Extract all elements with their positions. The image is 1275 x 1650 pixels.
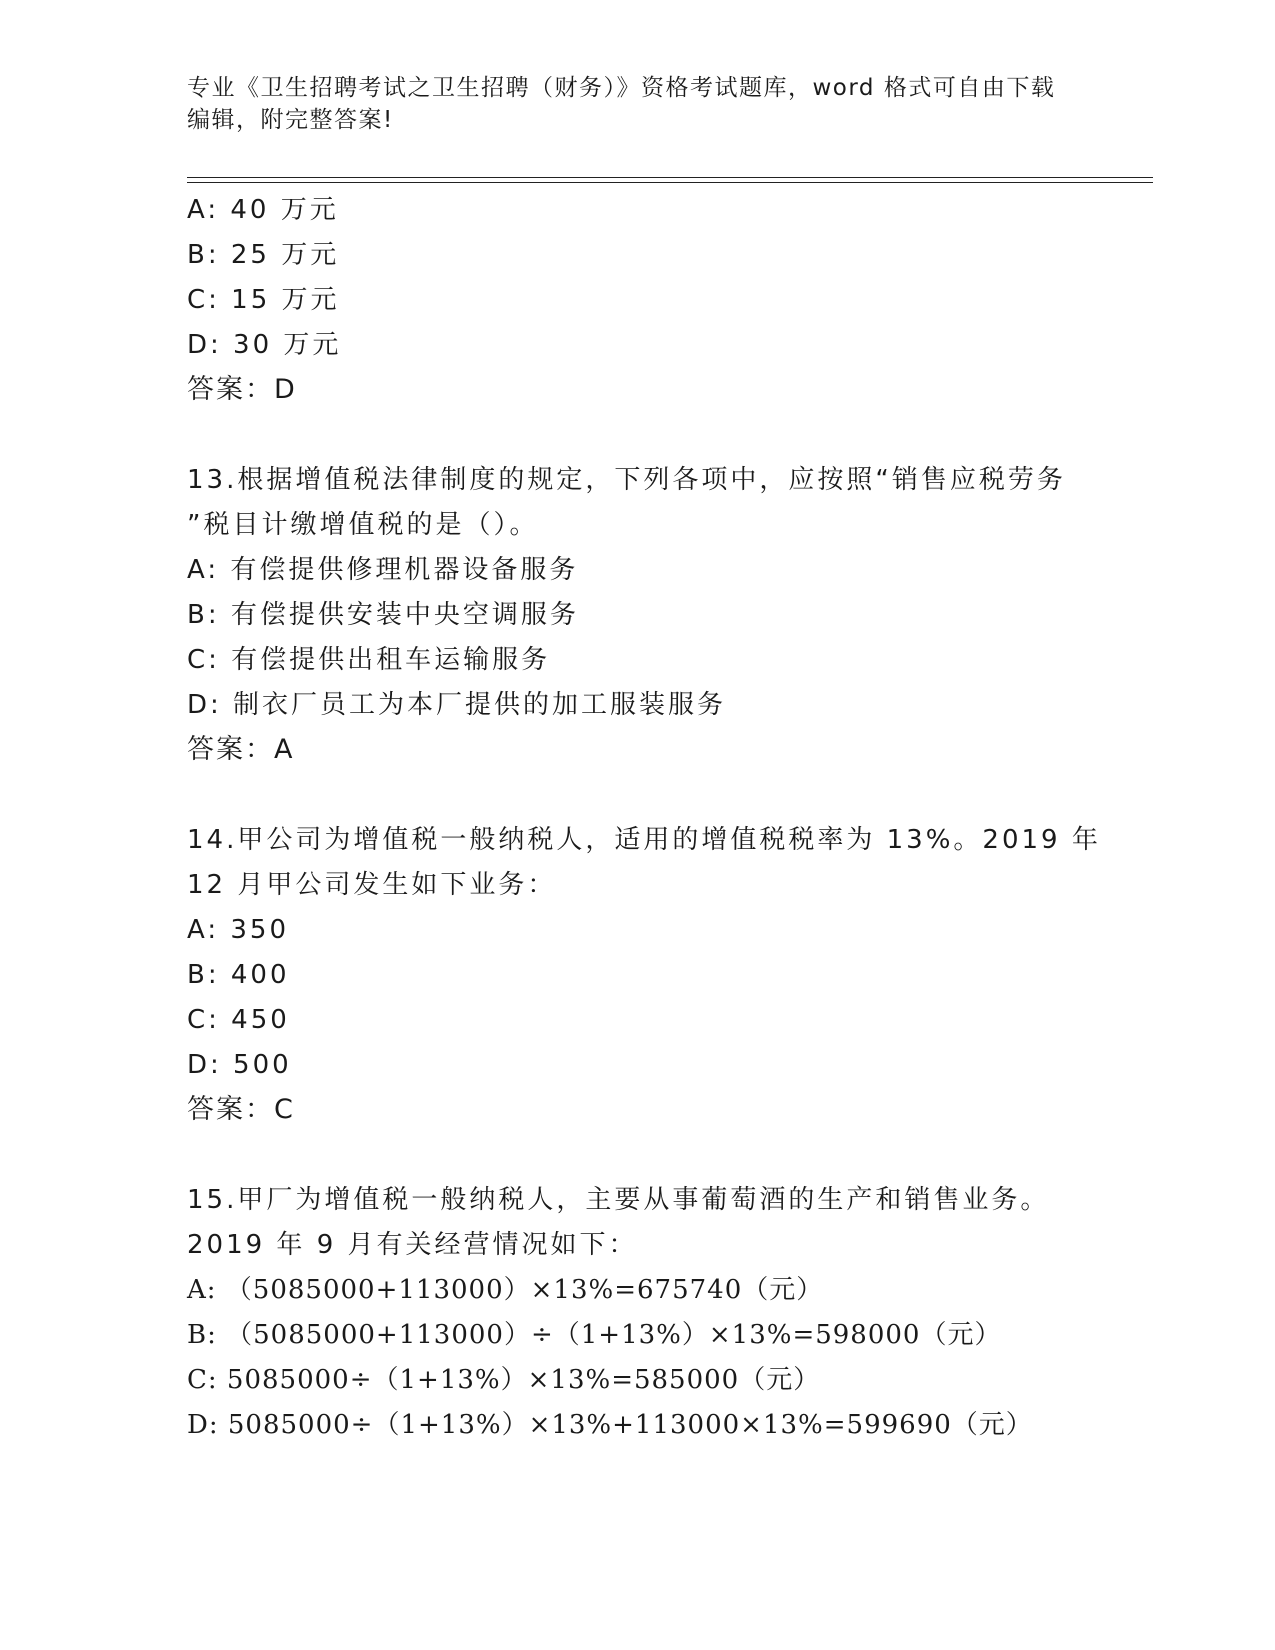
q14-answer: 答案：C (187, 1094, 295, 1125)
q14-option-b: B: 400 (187, 960, 290, 990)
q15-option-a: A: （5085000+113000）×13%=675740（元） (187, 1275, 824, 1305)
q14-option-a: A: 350 (187, 915, 289, 945)
q12-answer: 答案：D (187, 374, 297, 405)
q14-stem-line-2: 12 月甲公司发生如下业务： (187, 870, 557, 900)
q15-option-c: C: 5085000÷（1+13%）×13%=585000（元） (187, 1365, 821, 1395)
q12-option-d: D: 30 万元 (187, 330, 342, 360)
q14-stem-line-1: 14.甲公司为增值税一般纳税人，适用的增值税税率为 13%。2019 年 (187, 825, 1101, 855)
q13-option-b: B: 有偿提供安装中央空调服务 (187, 600, 579, 630)
q13-option-d: D: 制衣厂员工为本厂提供的加工服装服务 (187, 690, 727, 720)
q12-option-b: B: 25 万元 (187, 240, 340, 270)
q13-stem-line-2: ”税目计缴增值税的是（）。 (187, 510, 539, 540)
q15-stem-line-1: 15.甲厂为增值税一般纳税人，主要从事葡萄酒的生产和销售业务。 (187, 1185, 1050, 1215)
q13-answer: 答案：A (187, 734, 295, 765)
q15-option-b: B: （5085000+113000）÷（1+13%）×13%=598000（元） (187, 1320, 1002, 1350)
q15-option-d: D: 5085000÷（1+13%）×13%+113000×13%=599690（元） (187, 1410, 1033, 1440)
q15-stem-line-2: 2019 年 9 月有关经营情况如下： (187, 1230, 638, 1260)
q13-option-c: C: 有偿提供出租车运输服务 (187, 645, 551, 675)
q14-option-d: D: 500 (187, 1050, 292, 1080)
q12-option-a: A: 40 万元 (187, 195, 339, 225)
header-divider-top (187, 177, 1153, 178)
header-line-2: 编辑，附完整答案! (187, 107, 394, 133)
q13-option-a: A: 有偿提供修理机器设备服务 (187, 555, 579, 585)
q12-option-c: C: 15 万元 (187, 285, 340, 315)
document-header (187, 72, 1087, 136)
header-divider-bottom (187, 182, 1153, 183)
q14-option-c: C: 450 (187, 1005, 290, 1035)
header-line-1: 专业《卫生招聘考试之卫生招聘（财务）》资格考试题库，word 格式可自由下载 (187, 75, 1056, 101)
q13-stem-line-1: 13.根据增值税法律制度的规定，下列各项中，应按照“销售应税劳务 (187, 465, 1066, 495)
